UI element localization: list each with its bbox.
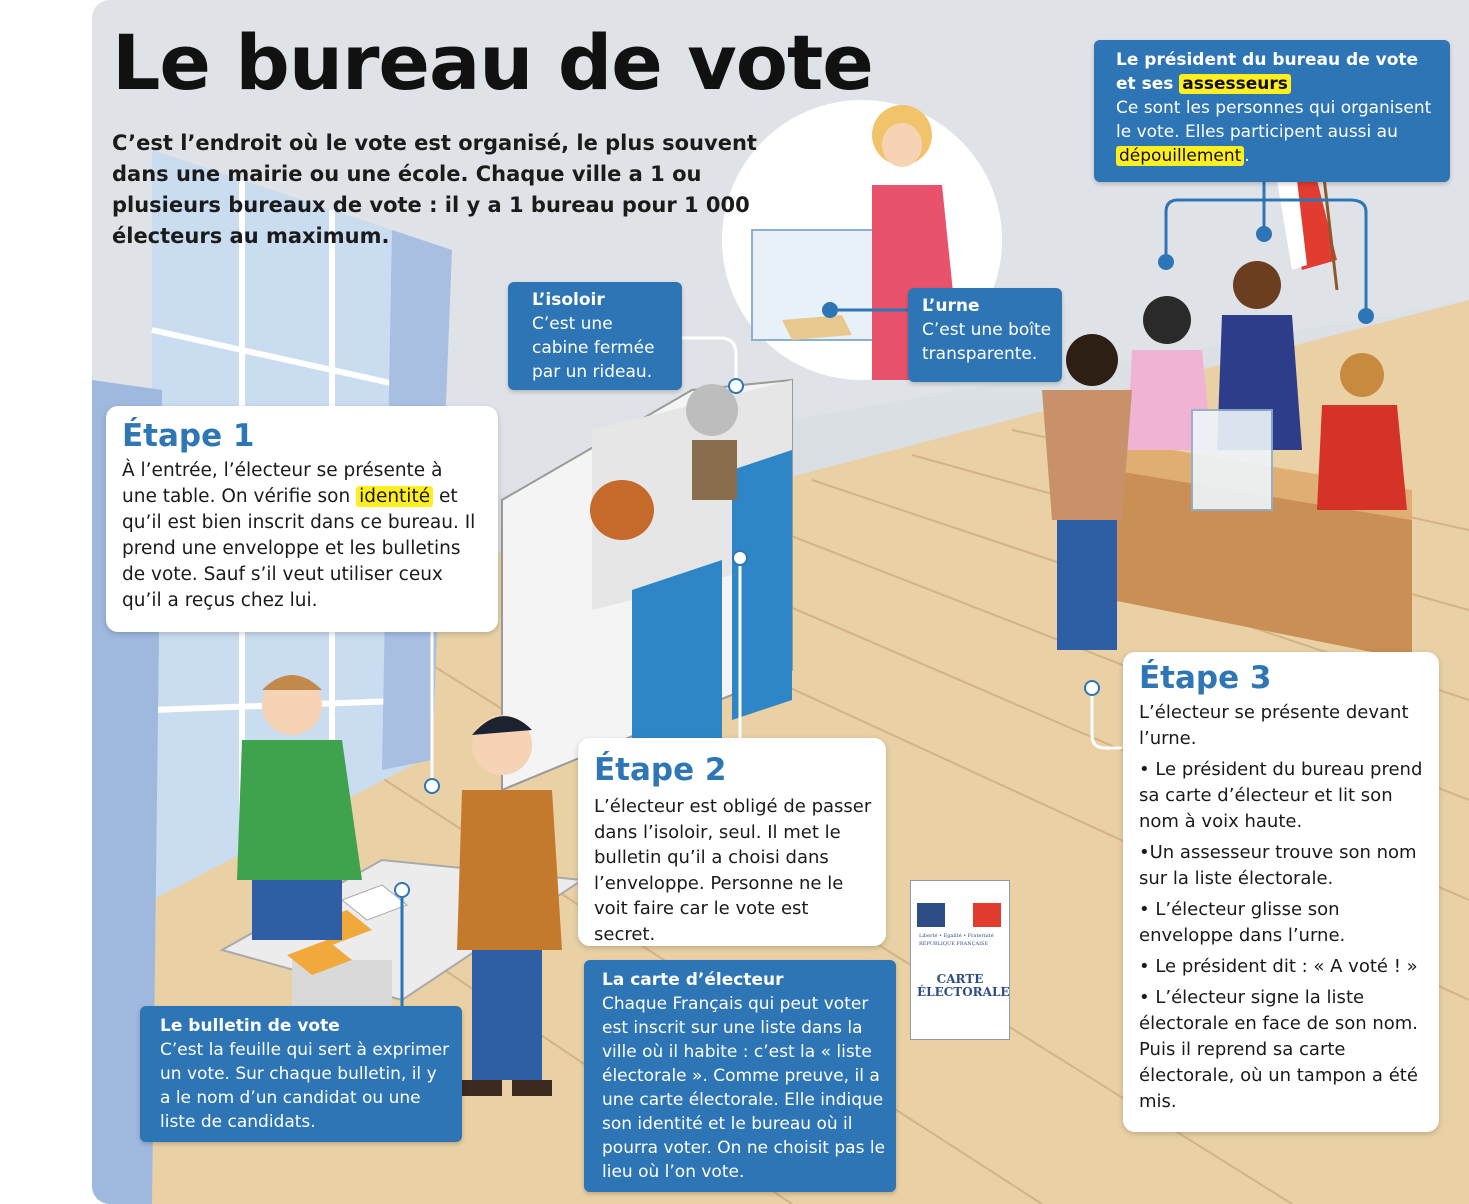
french-flag-icon: [917, 903, 1003, 927]
bulletin-title: Le bulletin de vote: [160, 1016, 340, 1036]
carte-title: La carte d’électeur: [602, 970, 784, 990]
voter-card-republic: RÉPUBLIQUE FRANÇAISE: [919, 941, 989, 947]
page-title: Le bureau de vote: [112, 18, 873, 107]
voter-card-illustration: [910, 880, 1010, 1040]
carte-text: Chaque Français qui peut voter est inscrit sur une liste dans la ville où il habite : c’est la « liste électorale ». Comme preuve, il a une carte électorale. Elle indique son identité et le bureau où il pourra voter. On ne choisit pas le lieu où l’on vote.: [602, 994, 886, 1182]
etape3-item: • L’électeur signe la liste électorale en face de son nom. Puis il reprend sa carte électorale, où un tampon a été mis.: [1139, 987, 1419, 1112]
etape3-marker: [1084, 680, 1100, 696]
bulletin-text: C’est la feuille qui sert à exprimer un vote. Sur chaque bulletin, il y a le nom d’un candidat ou une liste de candidats.: [160, 1040, 450, 1132]
urne-box: [908, 288, 1062, 382]
highlight-depouillement: dépouillement: [1116, 146, 1244, 166]
voter-card-motto: Liberté • Égalité • Fraternité: [919, 933, 994, 939]
etape1-card: [106, 406, 498, 632]
bulletin-marker: [394, 882, 410, 898]
bulletin-box: [140, 1006, 462, 1142]
isoloir-box: [508, 282, 682, 390]
etape2-heading: Étape 2: [594, 752, 727, 788]
etape3-item: •Un assesseur trouve son nom sur la liste électorale.: [1139, 842, 1417, 889]
etape1-marker: [424, 778, 440, 794]
urne-text: C’est une boîte transparente.: [922, 320, 1052, 364]
president-text: Ce sont les personnes qui organisent le vote. Elles participent aussi au dépouillement .: [1116, 98, 1432, 166]
isoloir-marker: [728, 378, 744, 394]
urne-marker: [822, 302, 838, 318]
highlight-identite: identité: [356, 486, 433, 507]
president-marker: [1256, 226, 1272, 242]
assesseur-marker-left: [1158, 254, 1174, 270]
etape3-intro: L’électeur se présente devant l’urne.: [1139, 702, 1409, 749]
etape1-text: À l’entrée, l’électeur se présente à une table. On vérifie son identité et qu’il est bien inscrit dans ce bureau. Il prend une enveloppe et les bulletins de vote. Sauf s’il veut utiliser ceux qu’il a reçus chez lui.: [122, 460, 476, 611]
president-box: [1094, 40, 1450, 182]
etape3-item: • L’électeur glisse son enveloppe dans l’urne.: [1139, 899, 1346, 946]
isoloir-title: L’isoloir: [532, 290, 605, 310]
president-title: Le président du bureau de vote et ses assesseurs: [1116, 50, 1419, 94]
etape2-marker: [732, 550, 748, 566]
intro-text: C’est l’endroit où le vote est organisé, le plus souvent dans une mairie ou une école. Chaque ville a 1 ou plusieurs bureaux de vote : il y a 1 bureau pour 1 000 électeurs au maximum.: [112, 131, 757, 248]
etape3-item: • Le président du bureau prend sa carte d’électeur et lit son nom à voix haute.: [1139, 759, 1423, 832]
etape2-card: [578, 738, 886, 946]
etape3-heading: Étape 3: [1139, 660, 1272, 696]
etape2-text: L’électeur est obligé de passer dans l’isoloir, seul. Il met le bulletin qu’il a choisi dans l’enveloppe. Personne ne le voit faire car le vote est secret.: [594, 796, 872, 945]
voter-card-label: CARTE ÉLECTORALE: [917, 972, 1010, 999]
etape3-item: • Le président dit : « A voté ! »: [1139, 956, 1418, 977]
etape3-card: [1123, 652, 1439, 1132]
urne-title: L’urne: [922, 296, 980, 316]
isoloir-text: C’est une cabine fermée par un rideau.: [532, 314, 655, 382]
carte-box: [584, 960, 896, 1192]
etape3-list: [1139, 757, 1429, 1115]
etape1-heading: Étape 1: [122, 418, 255, 454]
assesseur-marker-right: [1358, 308, 1374, 324]
highlight-assesseurs: assesseurs: [1179, 74, 1291, 94]
